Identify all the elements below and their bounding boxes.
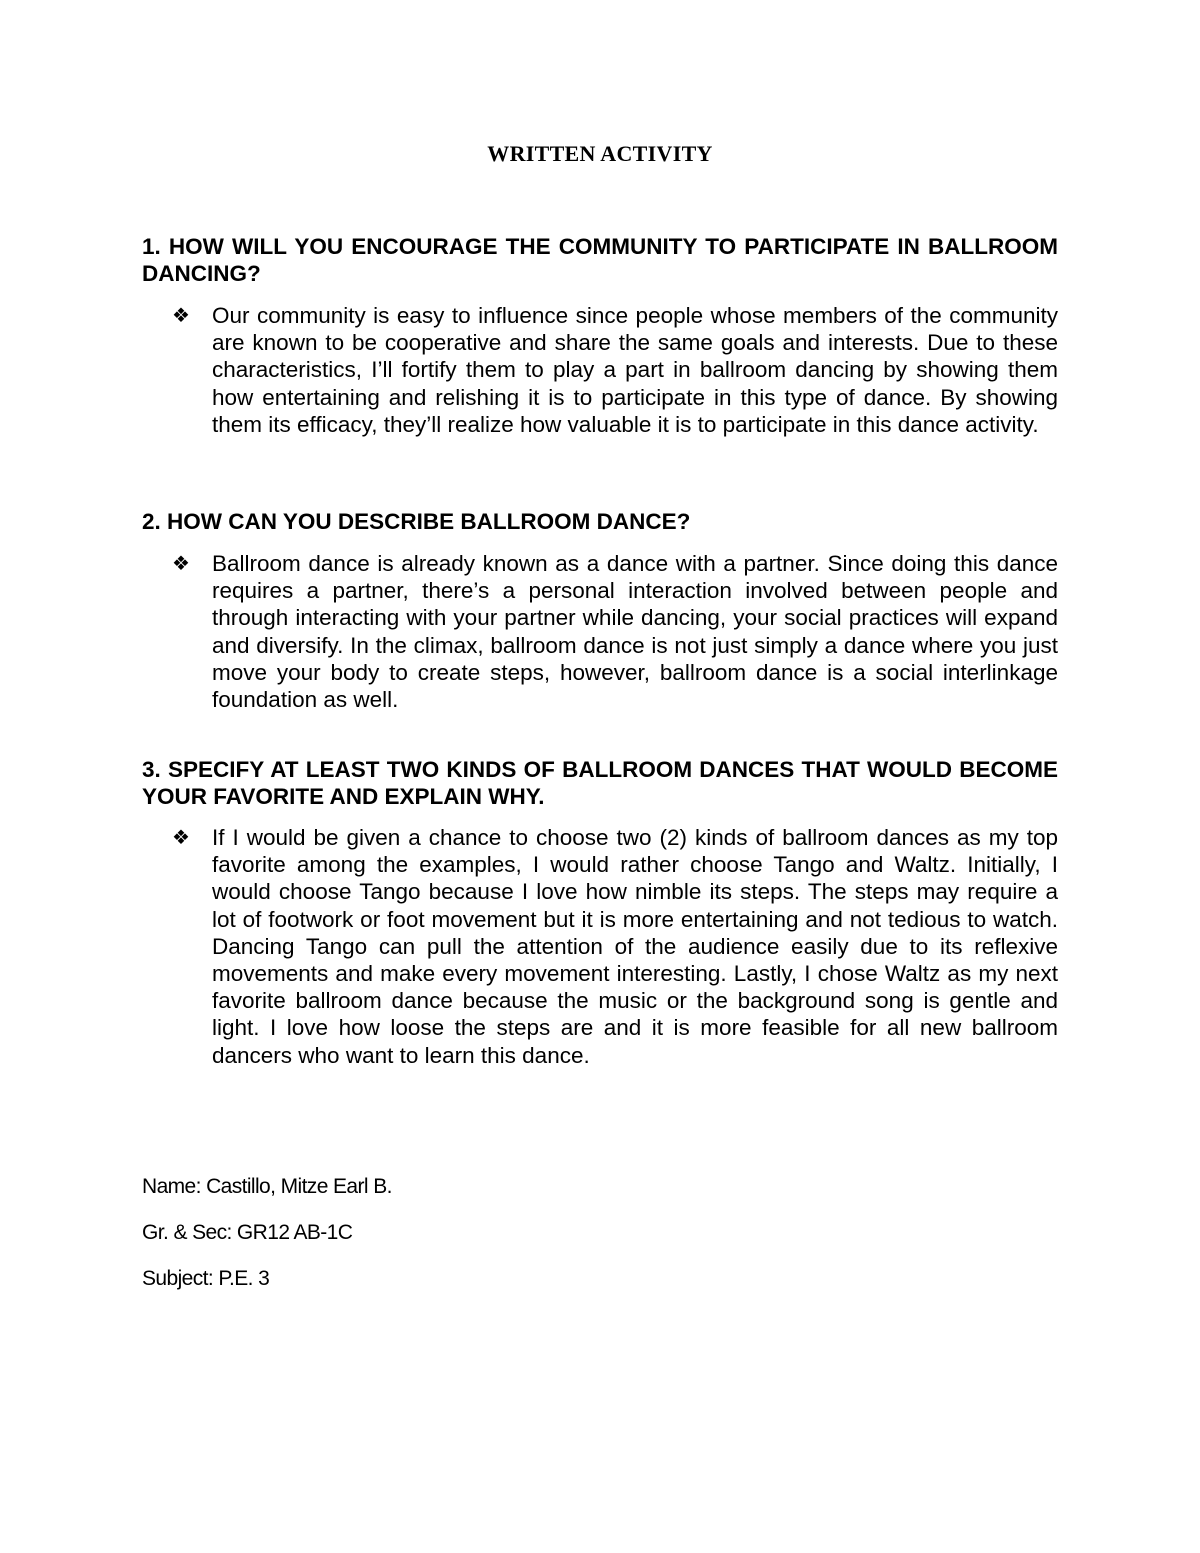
answer-1-text: Our community is easy to influence since people whose members of the community are known to be cooperative and share the same goals and interests. Due to these characteristics, I’ll fortify them to play a part in ballroom dancing by showing them how entertaining and relishing it is to participate in this type of dance. By showing them its efficacy, they’ll realize how valuable it is to participate in this dance activity.	[212, 303, 1058, 437]
diamond-bullet-icon: ❖	[172, 551, 190, 575]
student-name: Name: Castillo, Mitze Earl B.	[142, 1175, 392, 1198]
question-1: 1. HOW WILL YOU ENCOURAGE THE COMMUNITY TO PARTICIPATE IN BALLROOM DANCING?	[142, 234, 1058, 286]
answer-3-text: If I would be given a chance to choose two (2) kinds of ballroom dances as my top favorite among the examples, I would rather choose Tango and Waltz. Initially, I would choose Tango because I love how nimble its steps. The steps may require a lot of footwork or foot movement but it is more entertaining and not tedious to watch. Dancing Tango can pull the attention of the audience easily due to its reflexive movements and make every movement interesting. Lastly, I chose Waltz as my next favorite ballroom dance because the music or the background song is gentle and light. I love how loose the steps are and it is more feasible for all new ballroom dancers who want to learn this dance.	[212, 825, 1058, 1068]
student-subject: Subject: P.E. 3	[142, 1267, 270, 1290]
student-grade-section: Gr. & Sec: GR12 AB-1C	[142, 1221, 353, 1244]
diamond-bullet-icon: ❖	[172, 303, 190, 327]
question-3: 3. SPECIFY AT LEAST TWO KINDS OF BALLROOM DANCES THAT WOULD BECOME YOUR FAVORITE AND EXPLAIN WHY.	[142, 757, 1058, 809]
answer-2-text: Ballroom dance is already known as a dance with a partner. Since doing this dance requires a partner, there’s a personal interaction involved between people and through interacting with your partner while dancing, your social practices will expand and diversify. In the climax, ballroom dance is not just simply a dance where you just move your body to create steps, however, ballroom dance is a social interlinkage foundation as well.	[212, 551, 1058, 713]
page-title: WRITTEN ACTIVITY	[487, 141, 713, 166]
diamond-bullet-icon: ❖	[172, 825, 190, 849]
question-2: 2. HOW CAN YOU DESCRIBE BALLROOM DANCE?	[142, 509, 691, 534]
